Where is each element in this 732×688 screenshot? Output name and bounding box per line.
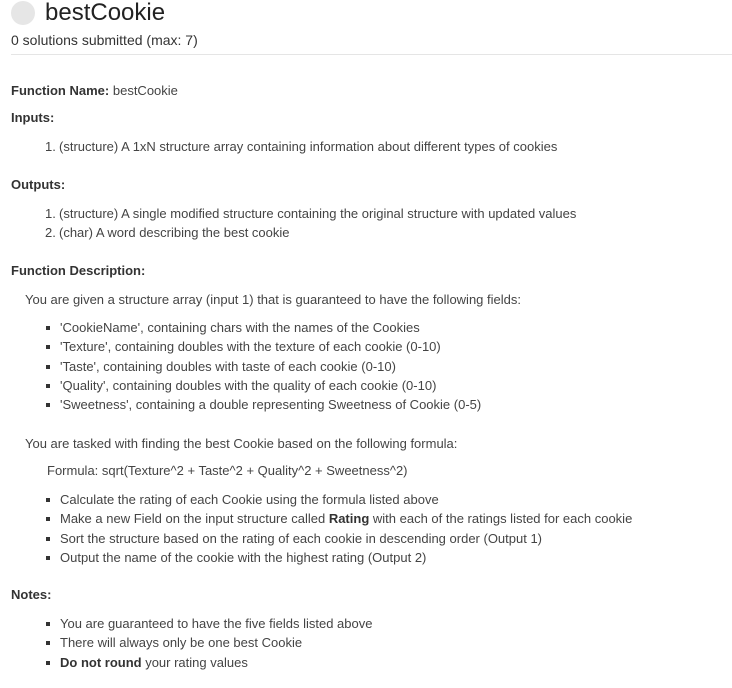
list-text: (char) A word describing the best cookie [59, 225, 290, 241]
description-heading: Function Description: [11, 263, 146, 278]
step-text-post: with each of the ratings listed for each cookie [369, 511, 633, 527]
list-text: 'Taste', containing doubles with taste of each cookie (0-10) [60, 358, 396, 374]
header-divider [11, 54, 732, 55]
bullet-icon [46, 556, 50, 560]
problem-title: bestCookie [45, 0, 166, 26]
list-text: Sort the structure based on the rating of each cookie in descending order (Output 1) [60, 530, 543, 546]
outputs-heading: Outputs: [11, 177, 66, 192]
list-text: (structure) A 1xN structure array containing information about different types of cookies [59, 139, 558, 154]
bullet-icon [46, 622, 50, 626]
list-text: Output the name of the cookie with the highest rating (Output 2) [60, 549, 427, 565]
step-text-pre: Make a new Field on the input structure called [60, 511, 329, 527]
list-number: 1. [45, 206, 56, 221]
list-text: There will always only be one best Cookie [60, 635, 303, 651]
list-text: 'Texture', containing doubles with the texture of each cookie (0-10) [60, 339, 441, 355]
list-text [60, 511, 632, 527]
bullet-icon [46, 403, 50, 407]
list-text: You are guaranteed to have the five fields listed above [60, 616, 373, 631]
bullet-icon [46, 384, 50, 388]
list-text [60, 655, 248, 671]
list-text: Calculate the rating of each Cookie using the formula listed above [60, 492, 439, 507]
rating-field-name: Rating [328, 511, 370, 527]
bullet-icon [46, 345, 50, 349]
do-not-round-text: Do not round [60, 654, 142, 670]
bullet-icon [46, 498, 50, 502]
note-text-post: your rating values [141, 654, 248, 670]
list-number: 2. [45, 225, 56, 241]
submission-count: 0 solutions submitted (max: 7) [11, 32, 198, 48]
problem-header [0, 0, 732, 55]
bullet-icon [46, 517, 50, 521]
list-text: 'CookieName', containing chars with the names of the Cookies [60, 320, 420, 335]
list-text: 'Quality', containing doubles with the quality of each cookie (0-10) [60, 377, 437, 393]
bullet-icon [46, 641, 50, 645]
function-name-row [11, 83, 178, 99]
bullet-icon [46, 661, 50, 665]
bullet-icon [46, 365, 50, 369]
list-number: 1. [45, 139, 56, 154]
formula-text: Formula: sqrt(Texture^2 + Taste^2 + Quality^2 + Sweetness^2) [47, 463, 408, 478]
list-text: (structure) A single modified structure containing the original structure with updated values [59, 206, 577, 221]
inputs-heading: Inputs: [11, 110, 55, 125]
status-circle-icon [11, 1, 35, 25]
description-intro: You are given a structure array (input 1) that is guaranteed to have the following fields: [25, 292, 521, 307]
function-name-label: Function Name: [11, 83, 110, 98]
bullet-icon [46, 537, 50, 541]
bullet-icon [46, 326, 50, 330]
task-text: You are tasked with finding the best Cookie based on the following formula: [25, 436, 458, 451]
list-text: 'Sweetness', containing a double representing Sweetness of Cookie (0-5) [60, 397, 482, 413]
notes-heading: Notes: [11, 587, 52, 602]
function-name-value: bestCookie [112, 83, 178, 98]
